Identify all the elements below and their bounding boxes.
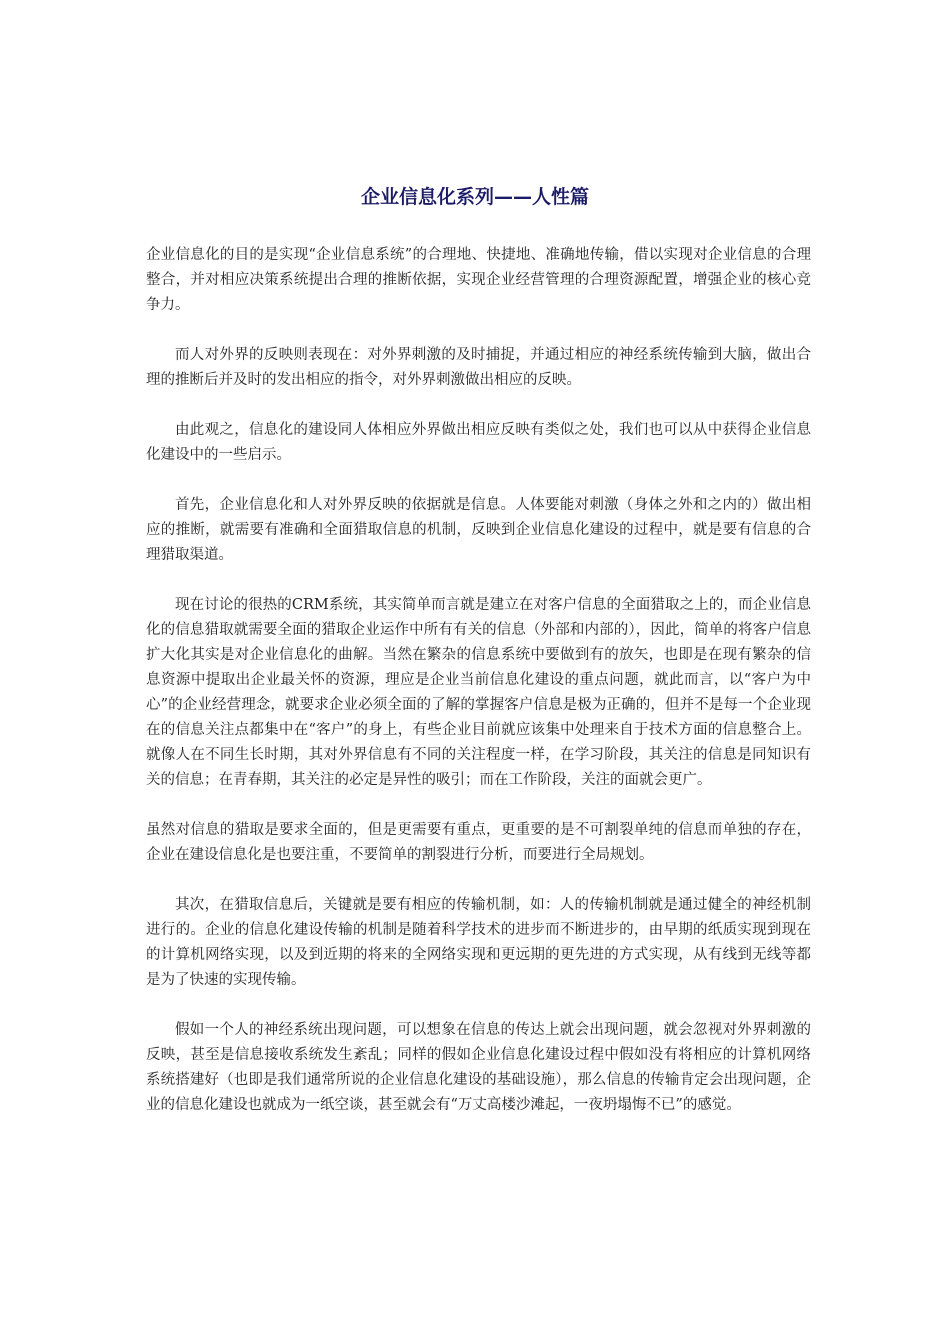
document-title: 企业信息化系列——人性篇	[360, 186, 589, 208]
document-body	[146, 243, 811, 1143]
paragraph-1: 企业信息化的目的是实现“企业信息系统”的合理地、快捷地、准确地传输，借以实现对企业信息的合理整合，并对相应决策系统提出合理的推断依据，实现企业经营管理的合理资源配置，增强企业的核心竞争力。	[146, 247, 811, 313]
paragraph-8: 假如一个人的神经系统出现问题，可以想象在信息的传达上就会出现问题，就会忽视对外界刺激的反映，甚至是信息接收系统发生紊乱；同样的假如企业信息化建设过程中假如没有将相应的计算机网络系统搭建好（也即是我们通常所说的企业信息化建设的基础设施），那么信息的传输肯定会出现问题，企业的信息化建设也就成为一纸空谈，甚至就会有“万丈高楼沙滩起，一夜坍塌悔不已”的感觉。	[146, 1022, 811, 1113]
paragraph-2: 而人对外界的反映则表现在：对外界刺激的及时捕捉，并通过相应的神经系统传输到大脑，做出合理的推断后并及时的发出相应的指令，对外界刺激做出相应的反映。	[146, 347, 811, 388]
paragraph-4: 首先，企业信息化和人对外界反映的依据就是信息。人体要能对刺激（身体之外和之内的）做出相应的推断，就需要有准确和全面猎取信息的机制，反映到企业信息化建设的过程中，就是要有信息的合理猎取渠道。	[146, 497, 811, 563]
paragraph-5: 现在讨论的很热的CRM系统，其实简单而言就是建立在对客户信息的全面猎取之上的，而企业信息化的信息猎取就需要全面的猎取企业运作中所有有关的信息（外部和内部的），因此，简单的将客户信息扩大化其实是对企业信息化的曲解。当然在繁杂的信息系统中要做到有的放矢，也即是在现有繁杂的信息资源中提取出企业最关怀的资源，理应是企业当前信息化建设的重点问题，就此而言，以“客户为中心”的企业经营理念，就要求企业必须全面的了解的掌握客户信息是极为正确的，但并不是每一个企业现在的信息关注点都集中在“客户”的身上，有些企业目前就应该集中处理来自于技术方面的信息整合上。就像人在不同生长时期，其对外界信息有不同的关注程度一样，在学习阶段，其关注的信息是同知识有关的信息；在青春期，其关注的必定是异性的吸引；而在工作阶段，关注的面就会更广。	[146, 597, 811, 788]
paragraph-7: 其次，在猎取信息后，关键就是要有相应的传输机制，如：人的传输机制就是通过健全的神经机制进行的。企业的信息化建设传输的机制是随着科学技术的进步而不断进步的，由早期的纸质实现到现在的计算机网络实现，以及到近期的将来的全网络实现和更远期的更先进的方式实现，从有线到无线等都是为了快速的实现传输。	[146, 897, 811, 988]
paragraph-6: 虽然对信息的猎取是要求全面的，但是更需要有重点，更重要的是不可割裂单纯的信息而单独的存在，企业在建设信息化是也要注重，不要简单的割裂进行分析，而要进行全局规划。	[146, 822, 811, 863]
paragraph-3: 由此观之，信息化的建设同人体相应外界做出相应反映有类似之处，我们也可以从中获得企业信息化建设中的一些启示。	[146, 422, 811, 463]
